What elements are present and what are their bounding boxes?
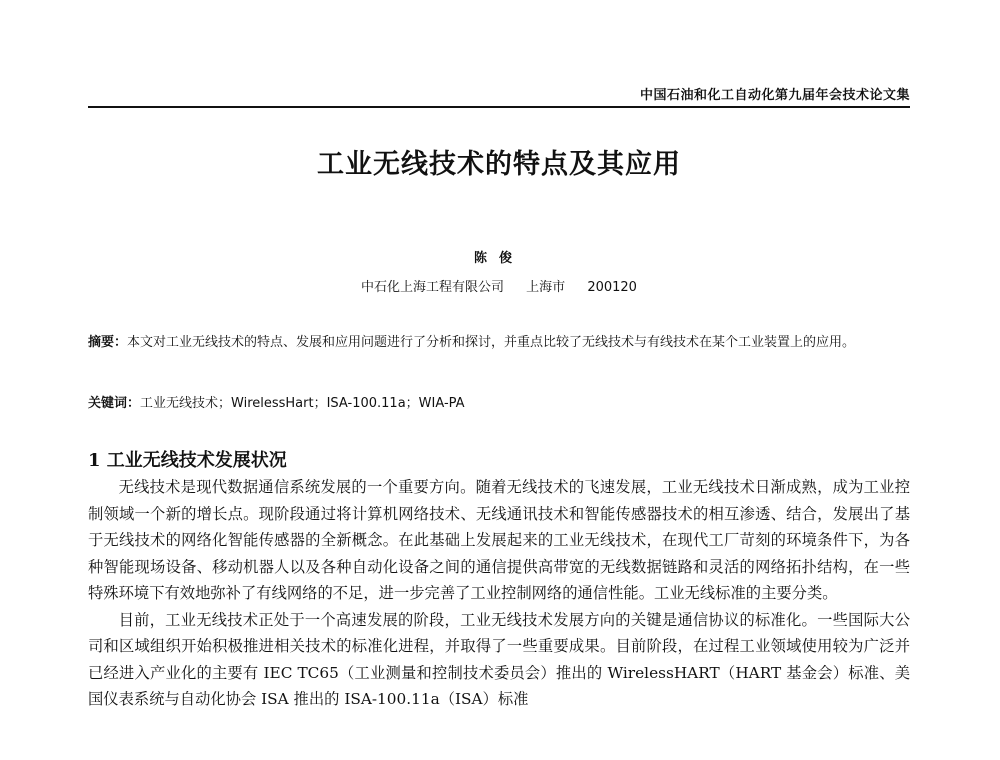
paper-title: 工业无线技术的特点及其应用 <box>317 149 681 180</box>
section-body <box>88 474 910 713</box>
body-paragraph: 无线技术是现代数据通信系统发展的一个重要方向。随着无线技术的飞速发展，工业无线技术日渐成熟，成为工业控制领域一个新的增长点。现阶段通过将计算机网络技术、无线通讯技术和智能传感器技术的相互渗透、结合，发展出了基于无线技术的网络化智能传感器的全新概念。在此基础上发展起来的工业无线技术，在现代工厂苛刻的环境条件下，为各种智能现场设备、移动机器人以及各种自动化设备之间的通信提供高带宽的无线数据链路和灵活的网络拓扑结构，在一些特殊环境下有效地弥补了有线网络的不足，进一步完善了工业控制网络的通信性能。工业无线标准的主要分类。 <box>88 478 910 602</box>
keywords <box>88 392 910 411</box>
section-heading: 1 工业无线技术发展状况 <box>88 450 287 471</box>
keywords-label: 关键词： <box>88 396 141 411</box>
author-name: 陈俊 <box>473 251 524 266</box>
keywords-text: 工业无线技术；WirelessHart；ISA-100.11a；WIA-PA <box>140 396 465 411</box>
running-head: 中国石油和化工自动化第九届年会技术论文集 <box>639 88 910 103</box>
affiliation <box>88 276 910 295</box>
header-rule <box>88 106 910 108</box>
abstract <box>88 330 910 355</box>
affiliation-postcode: 200120 <box>587 280 637 295</box>
abstract-label: 摘要： <box>88 335 128 350</box>
abstract-text: 本文对工业无线技术的特点、发展和应用问题进行了分析和探讨，并重点比较了无线技术与有线技术在某个工业装置上的应用。 <box>127 335 856 350</box>
affiliation-city: 上海市 <box>526 280 566 295</box>
affiliation-company: 中石化上海工程有限公司 <box>361 280 505 295</box>
body-paragraph: 目前，工业无线技术正处于一个高速发展的阶段，工业无线技术发展方向的关键是通信协议的标准化。一些国际大公司和区域组织开始积极推进相关技术的标准化进程，并取得了一些重要成果。目前阶段，在过程工业领域使用较为广泛并已经进入产业化的主要有 IEC TC65（工业测量和控制技术委员会）推出的 WirelessHART（HART 基金会）标准、美国仪表系统与自动化协会 ISA 推出的 ISA-100.11a（ISA）标准 <box>88 610 910 708</box>
